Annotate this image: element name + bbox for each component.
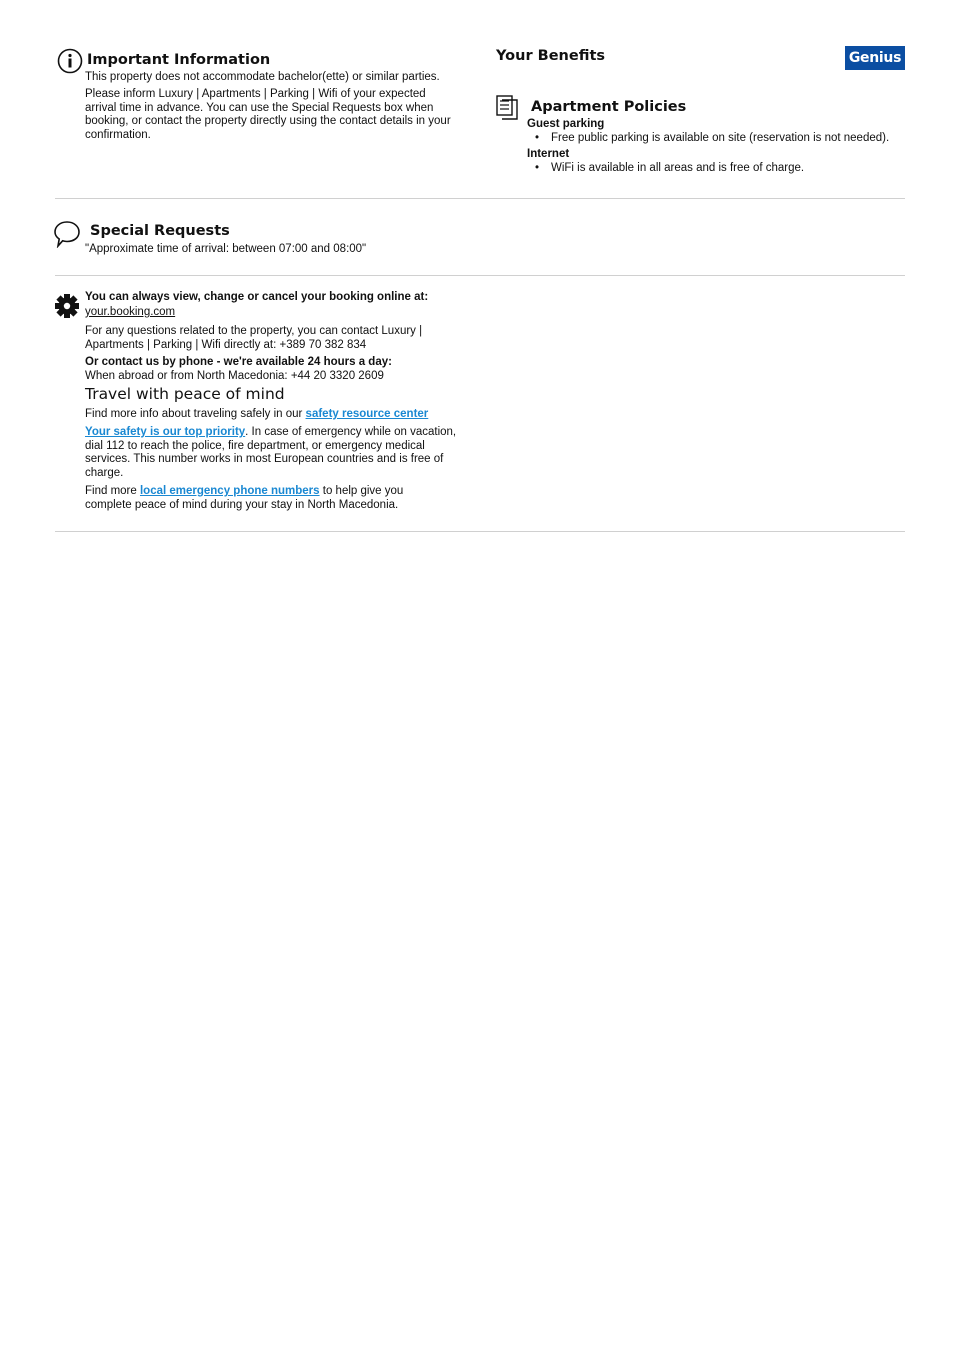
divider [55,198,905,199]
property-contact-text: For any questions related to the property, you can contact Luxury | Apartments | Parking | Wifi directly at: +389 70 382 834 [85,325,423,351]
emergency-text: . In case of emergency while on vacation, dial 112 to reach the police, fire department, or emergency medical services. This number works in most European countries and is free of charge. [85,426,457,479]
phone-contact-heading: Or contact us by phone - we're available 24 hours a day: [85,356,392,368]
manage-online-text: You can always view, change or cancel your booking online at: [85,291,429,303]
local-numbers-paragraph [85,485,430,512]
genius-badge: Genius [845,46,905,70]
important-info-parties: This property does not accommodate bachelor(ette) or similar parties. [85,71,440,83]
safety-info-text: Find more info about traveling safely in our [85,408,306,420]
benefits-title: Your Benefits [496,48,606,64]
gear-icon [53,292,81,325]
emergency-paragraph [85,426,457,480]
policies-title: Apartment Policies [531,99,687,115]
speech-bubble-icon [53,220,81,253]
safety-priority-link[interactable]: Your safety is our top priority [85,426,246,438]
safety-resource-center-link[interactable]: safety resource center [305,408,429,420]
important-info-title: Important Information [87,52,271,68]
important-info-arrival: Please inform Luxury | Apartments | Parking | Wifi of your expected arrival time in advance. You can use the Special Requests box when booking, or contact the property directly using the contact details in your confirmation. [85,88,451,141]
policy-list-internet [527,162,917,176]
local-emergency-numbers-link[interactable]: local emergency phone numbers [139,485,320,497]
divider [55,275,905,276]
policy-item-parking: • Free public parking is available on site (reservation is not needed). [527,132,917,146]
policy-list-parking [527,132,917,146]
booking-site-link[interactable]: your.booking.com [85,306,176,318]
local-numbers-text-before: Find more [85,485,140,497]
safety-info-paragraph [85,408,465,422]
policy-heading-parking: Guest parking [527,118,605,130]
special-requests-title: Special Requests [90,223,230,239]
phone-contact-text: When abroad or from North Macedonia: +44 20 3320 2609 [85,370,384,382]
peace-of-mind-title: Travel with peace of mind [85,385,285,403]
policy-heading-internet: Internet [527,148,570,160]
document-icon [496,95,520,126]
special-requests-text: "Approximate time of arrival: between 07:00 and 08:00" [85,243,367,255]
local-numbers-text-after: to help give you complete peace of mind during your stay in North Macedonia. [85,485,404,511]
divider [55,531,905,532]
info-icon [57,48,83,79]
policy-item-internet: • WiFi is available in all areas and is free of charge. [527,162,917,176]
